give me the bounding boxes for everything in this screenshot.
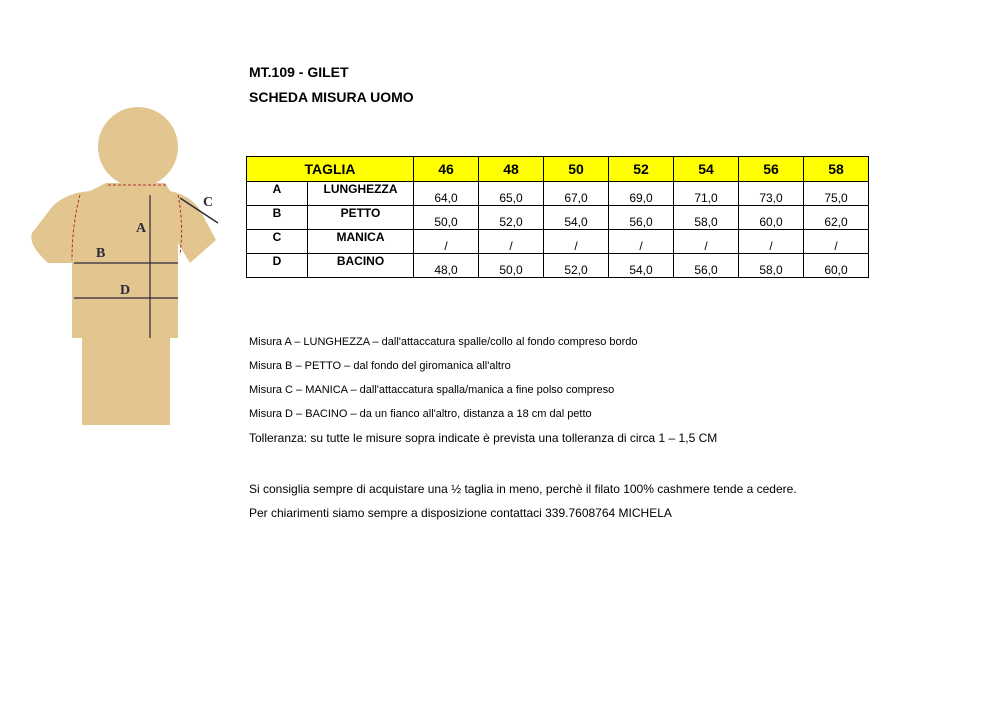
table-cell: 62,0: [804, 206, 869, 230]
row-label: LUNGHEZZA: [308, 182, 414, 206]
table-cell: /: [674, 230, 739, 254]
tolerance-note: Tolleranza: su tutte le misure sopra indicate è prevista una tolleranza di circa 1 – 1,5 CM: [249, 431, 718, 445]
table-cell: 75,0: [804, 182, 869, 206]
table-cell: 60,0: [804, 254, 869, 278]
table-row: [247, 254, 869, 278]
size-header: 54: [674, 157, 739, 182]
table-cell: 50,0: [414, 206, 479, 230]
table-cell: 54,0: [609, 254, 674, 278]
body-silhouette-icon: [20, 95, 230, 425]
table-cell: 58,0: [739, 254, 804, 278]
note-d: Misura D – BACINO – da un fianco all'altro, distanza a 18 cm dal petto: [249, 408, 592, 420]
figure-label-a: A: [136, 221, 147, 236]
table-cell: 67,0: [544, 182, 609, 206]
advice-contact: Per chiarimenti siamo sempre a disposizione contattaci 339.7608764 MICHELA: [249, 506, 672, 520]
table-cell: 69,0: [609, 182, 674, 206]
size-header: 56: [739, 157, 804, 182]
page-subtitle: SCHEDA MISURA UOMO: [249, 89, 414, 105]
size-header: 46: [414, 157, 479, 182]
advice-block: [249, 481, 797, 529]
table-cell: 60,0: [739, 206, 804, 230]
size-header: 48: [479, 157, 544, 182]
row-label: PETTO: [308, 206, 414, 230]
table-cell: 65,0: [479, 182, 544, 206]
row-label: MANICA: [308, 230, 414, 254]
note-c: Misura C – MANICA – dall'attaccatura spalla/manica a fine polso compreso: [249, 384, 615, 396]
table-row: [247, 230, 869, 254]
size-header: 50: [544, 157, 609, 182]
note-b: Misura B – PETTO – dal fondo del giromanica all'altro: [249, 360, 511, 372]
table-row: [247, 182, 869, 206]
table-cell: /: [479, 230, 544, 254]
table-cell: 52,0: [479, 206, 544, 230]
table-cell: /: [609, 230, 674, 254]
taglia-header: TAGLIA: [247, 157, 414, 182]
page-title: MT.109 - GILET: [249, 64, 349, 80]
table-cell: /: [544, 230, 609, 254]
size-figure: [20, 95, 230, 425]
table-cell: 64,0: [414, 182, 479, 206]
table-row: [247, 206, 869, 230]
table-cell: 48,0: [414, 254, 479, 278]
figure-label-d: D: [120, 283, 131, 298]
table-cell: 71,0: [674, 182, 739, 206]
row-letter: C: [247, 230, 308, 254]
figure-label-c: C: [203, 195, 214, 210]
measurement-notes: [249, 334, 717, 454]
note-a: Misura A – LUNGHEZZA – dall'attaccatura spalle/collo al fondo compreso bordo: [249, 336, 638, 348]
table-cell: 73,0: [739, 182, 804, 206]
table-cell: 50,0: [479, 254, 544, 278]
size-header: 52: [609, 157, 674, 182]
table-cell: 56,0: [674, 254, 739, 278]
row-letter: A: [247, 182, 308, 206]
size-header-row: [247, 157, 869, 182]
size-table: [246, 156, 869, 278]
size-header: 58: [804, 157, 869, 182]
figure-label-b: B: [96, 246, 106, 261]
table-cell: 56,0: [609, 206, 674, 230]
row-letter: D: [247, 254, 308, 278]
advice-size: Si consiglia sempre di acquistare una ½ taglia in meno, perchè il filato 100% cashmere tende a cedere.: [249, 482, 797, 496]
table-cell: 58,0: [674, 206, 739, 230]
table-cell: /: [739, 230, 804, 254]
table-cell: 54,0: [544, 206, 609, 230]
row-letter: B: [247, 206, 308, 230]
table-cell: /: [414, 230, 479, 254]
row-label: BACINO: [308, 254, 414, 278]
table-cell: /: [804, 230, 869, 254]
table-cell: 52,0: [544, 254, 609, 278]
